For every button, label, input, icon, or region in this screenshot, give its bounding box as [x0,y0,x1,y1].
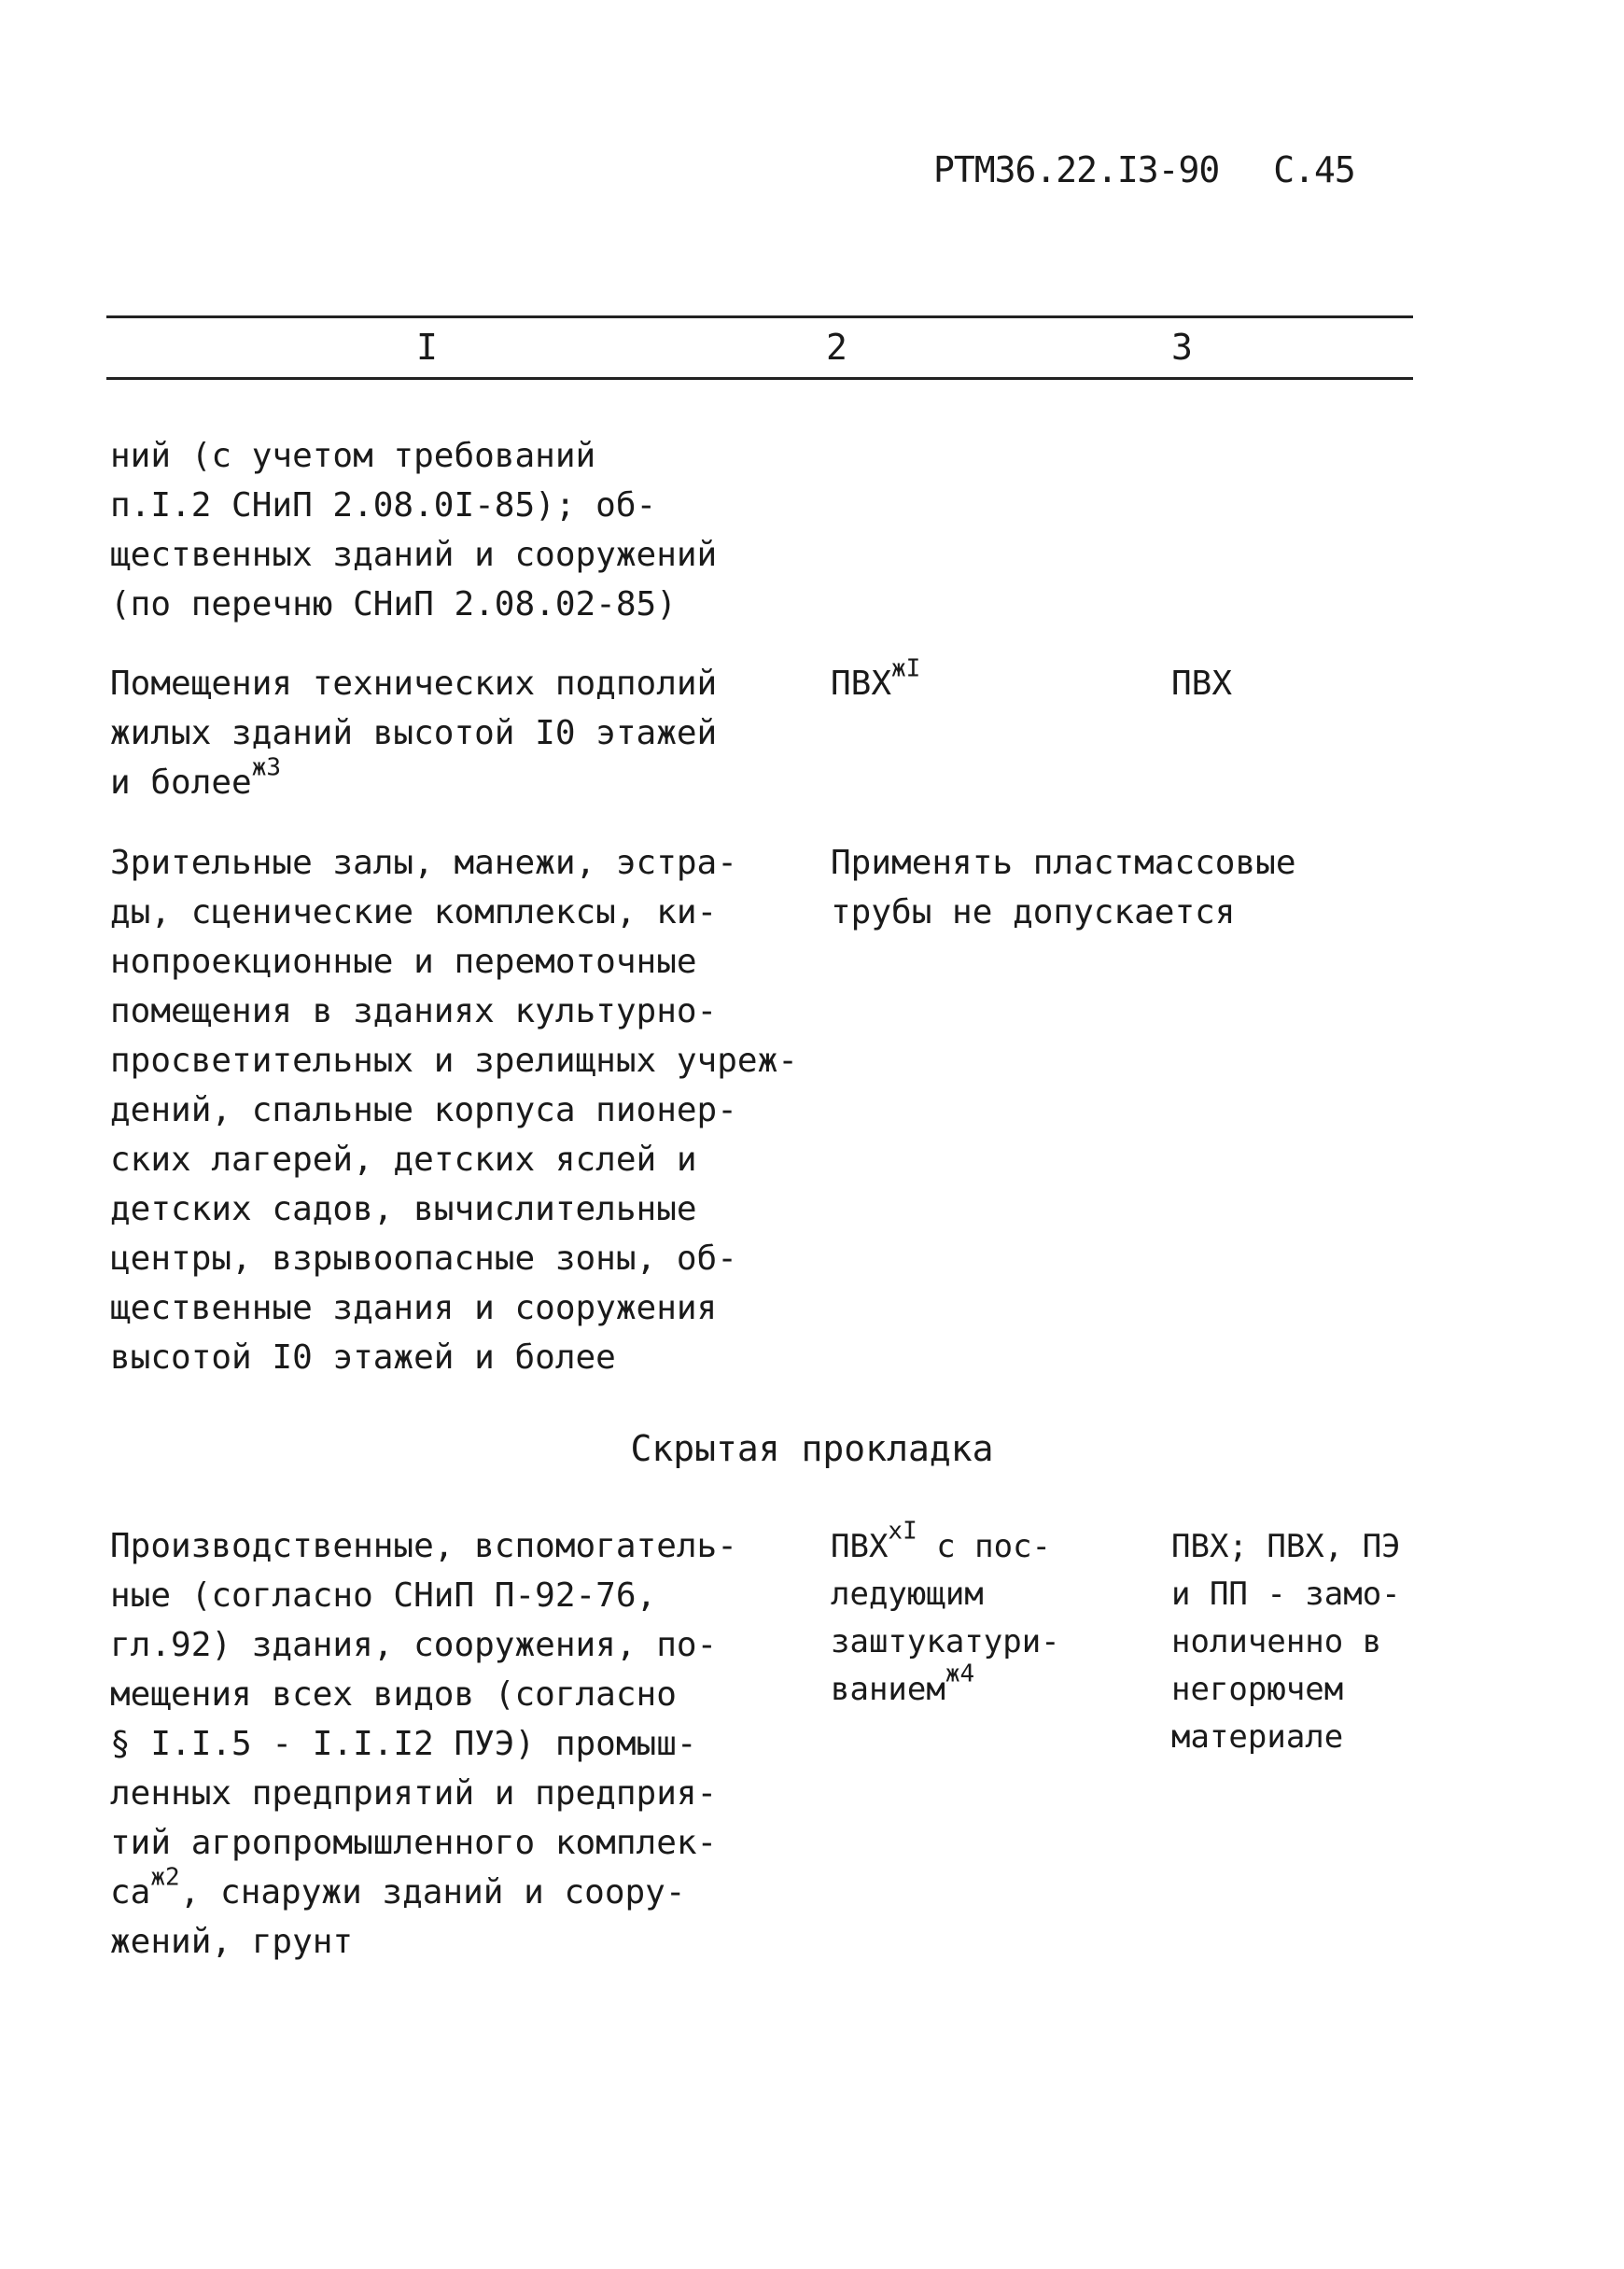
row2-col2-text: ПВХ [831,665,892,703]
table-header-rule [106,377,1413,380]
row3-col1: Зрительные залы, манежи, эстра- ды, сценические комплексы, ки- нопроекционные и перемоточные помещения в зданиях культурно- просветительных и зрелищных учреж- дений, спальные корпуса пионер- ских лагерей, детских яслей и детских садов, вычислительные центры, взрывоопасные зоны, об- щественные здания и сооружения высотой I0 этажей и более [110,844,798,1377]
section-title: Скрытая прокладка [630,1428,994,1469]
row4-col2-text-a: ПВХ [831,1528,889,1565]
row4-col2-text-b: с пос- ледующим заштукатури- ванием [831,1528,1060,1708]
row2-col1-footnote: ж3 [251,753,282,782]
row2-col1 [110,659,717,807]
row4-col3: ПВХ; ПВХ, ПЭ и ПП - замо- ноличенно в негорючем материале [1171,1528,1401,1756]
column-header-3: 3 [1171,327,1193,368]
row4-col1 [110,1521,737,1967]
row2-col1-text: Помещения технических подполий жилых зданий высотой I0 этажей и более [110,665,718,802]
row4-col1-text-a: Производственные, вспомогатель- ные (согласно СНиП П-92-76, гл.92) здания, сооружения, по- мещения всех видов (согласно § I.I.5 - I.I.I2 ПУЭ) промыш- ленных предприятий и предприя- тий агропромышленного комплек- са [110,1527,737,1912]
row2-col3: ПВХ [1171,665,1233,703]
column-header-1: I [416,327,438,368]
page-number: С.45 [1273,149,1355,190]
row4-col2 [831,1517,1060,1714]
row2-col2-footnote: жI [891,654,921,683]
row4-col2-footnote-1: xI [888,1517,917,1546]
table-top-rule [106,315,1413,318]
row4-col2-footnote-2: ж4 [945,1660,975,1688]
row4-col1-text-b: , снаружи зданий и соору- жений, грунт [110,1873,686,1961]
page-header [933,149,1355,190]
row4-col1-footnote: ж2 [150,1863,180,1892]
column-header-2: 2 [826,327,847,368]
document-code: РТМ36.22.I3-90 [933,149,1220,190]
row2-col2 [831,654,921,708]
row3-col2: Применять пластмассовые трубы не допускается [831,844,1296,931]
row1-col1: ний (с учетом требований п.I.2 СНиП 2.08.0I-85); об- щественных зданий и сооружений (по перечню СНиП 2.08.02-85) [110,437,718,623]
